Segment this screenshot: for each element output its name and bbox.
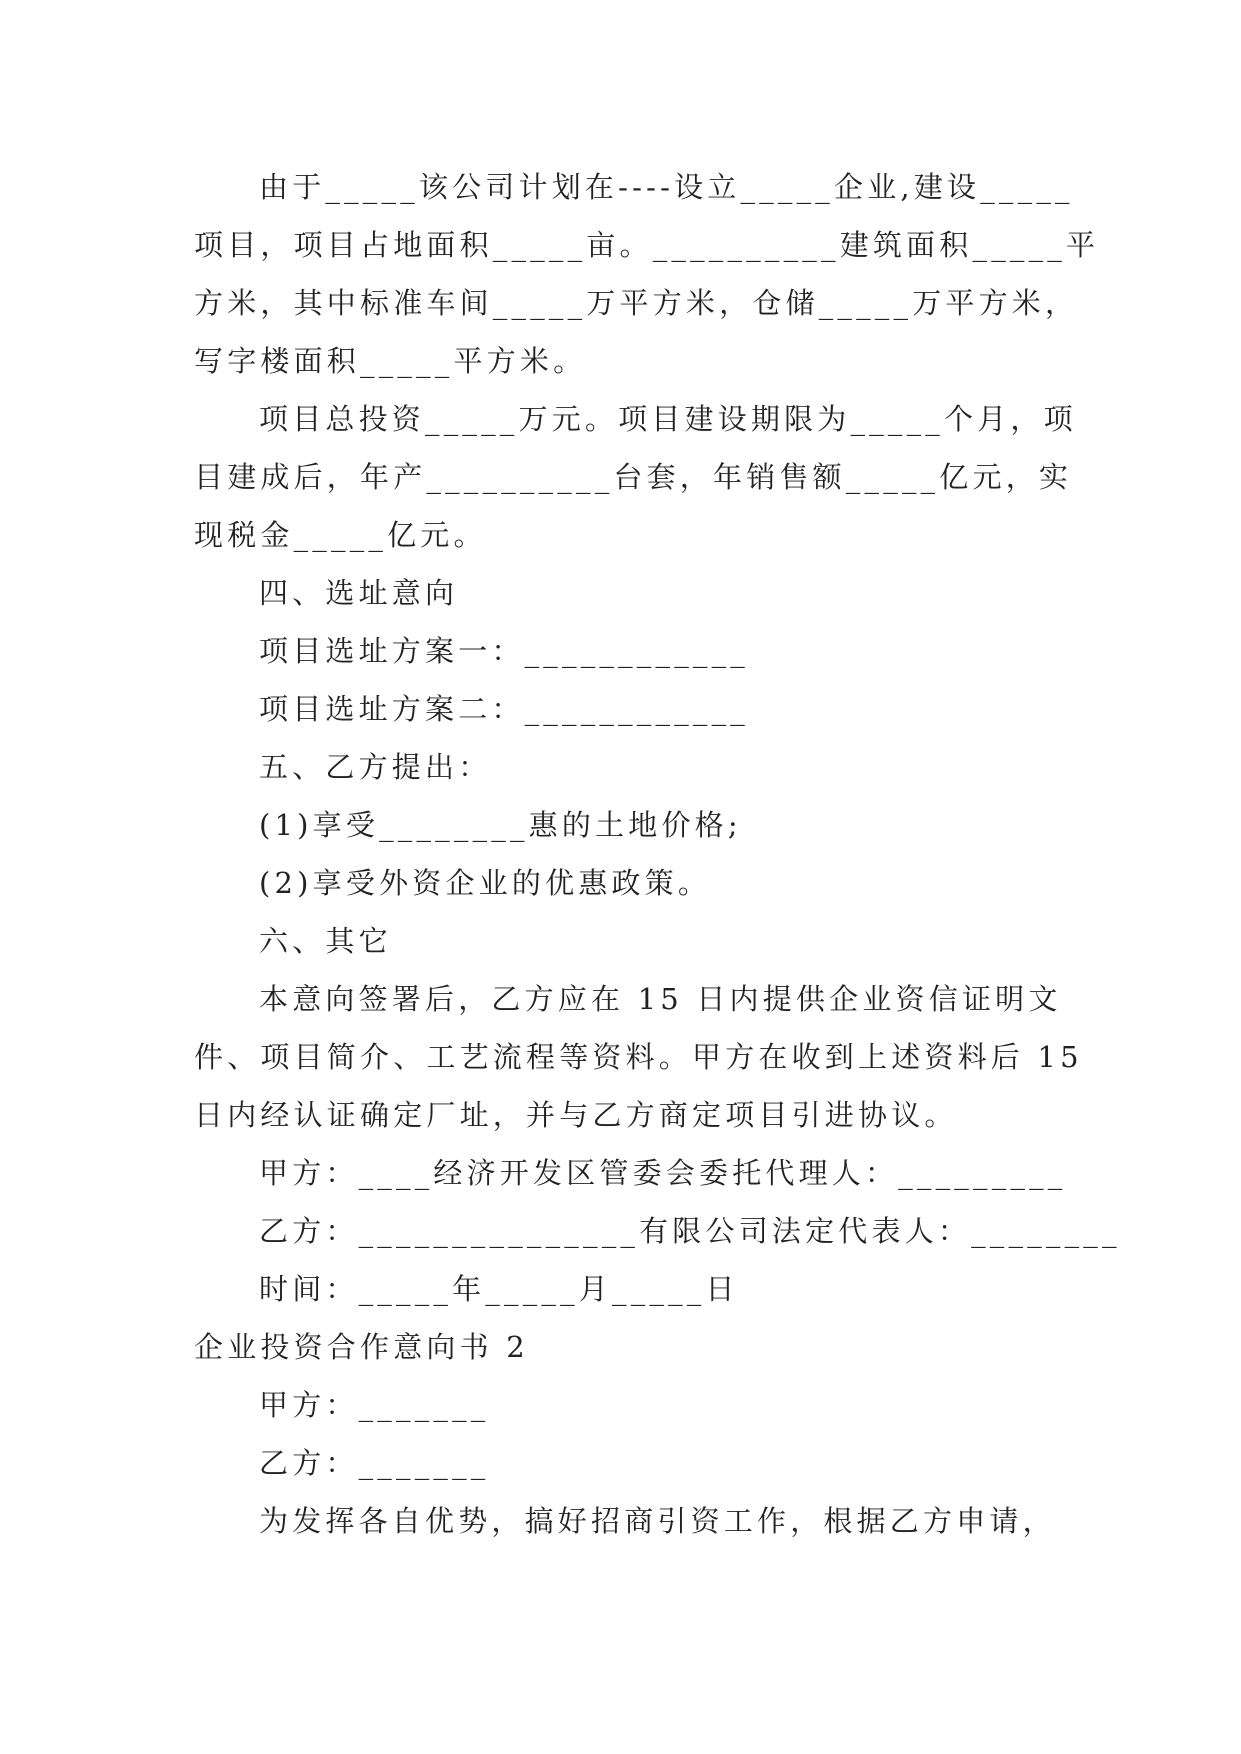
paragraph-line: 项目，项目占地面积_____亩。__________建筑面积_____平	[194, 228, 1100, 262]
date-line: 时间：_____年_____月_____日	[259, 1272, 739, 1306]
section-heading: 六、其它	[259, 924, 392, 958]
party-b-line: 乙方：_______	[259, 1446, 490, 1480]
paragraph-line: 件、项目简介、工艺流程等资料。甲方在收到上述资料后 15	[194, 1040, 1083, 1074]
paragraph-line: 项目总投资_____万元。项目建设期限为_____个月，项	[259, 402, 1077, 436]
list-item: (2)享受外资企业的优惠政策。	[259, 866, 712, 900]
paragraph-line: 目建成后，年产__________台套，年销售额_____亿元，实	[194, 460, 1073, 494]
signature-line-party-b: 乙方：_______________有限公司法定代表人：________	[259, 1214, 1121, 1248]
paragraph-line: 为发挥各自优势，搞好招商引资工作，根据乙方申请，	[259, 1504, 1056, 1538]
paragraph-line: 方米，其中标准车间_____万平方米，仓储_____万平方米，	[194, 286, 1079, 320]
paragraph-line: 本意向签署后，乙方应在 15 日内提供企业资信证明文	[259, 982, 1062, 1016]
site-option-line: 项目选址方案二：____________	[259, 692, 750, 726]
document-body	[194, 158, 1121, 1550]
paragraph-line: 写字楼面积_____平方米。	[194, 344, 587, 378]
section-heading: 四、选址意向	[259, 576, 459, 610]
list-item: (1)享受________惠的土地价格;	[259, 808, 742, 842]
paragraph-line: 日内经认证确定厂址，并与乙方商定项目引进协议。	[194, 1098, 958, 1132]
signature-line-party-a: 甲方：____经济开发区管委会委托代理人：_________	[259, 1156, 1067, 1190]
section-heading: 五、乙方提出：	[259, 750, 492, 784]
paragraph-line: 由于_____该公司计划在----设立_____企业,建设_____	[259, 170, 1074, 204]
paragraph-line: 现税金_____亿元。	[194, 518, 487, 552]
document-title: 企业投资合作意向书 2	[194, 1330, 529, 1364]
party-a-line: 甲方：_______	[259, 1388, 490, 1422]
site-option-line: 项目选址方案一：____________	[259, 634, 750, 668]
